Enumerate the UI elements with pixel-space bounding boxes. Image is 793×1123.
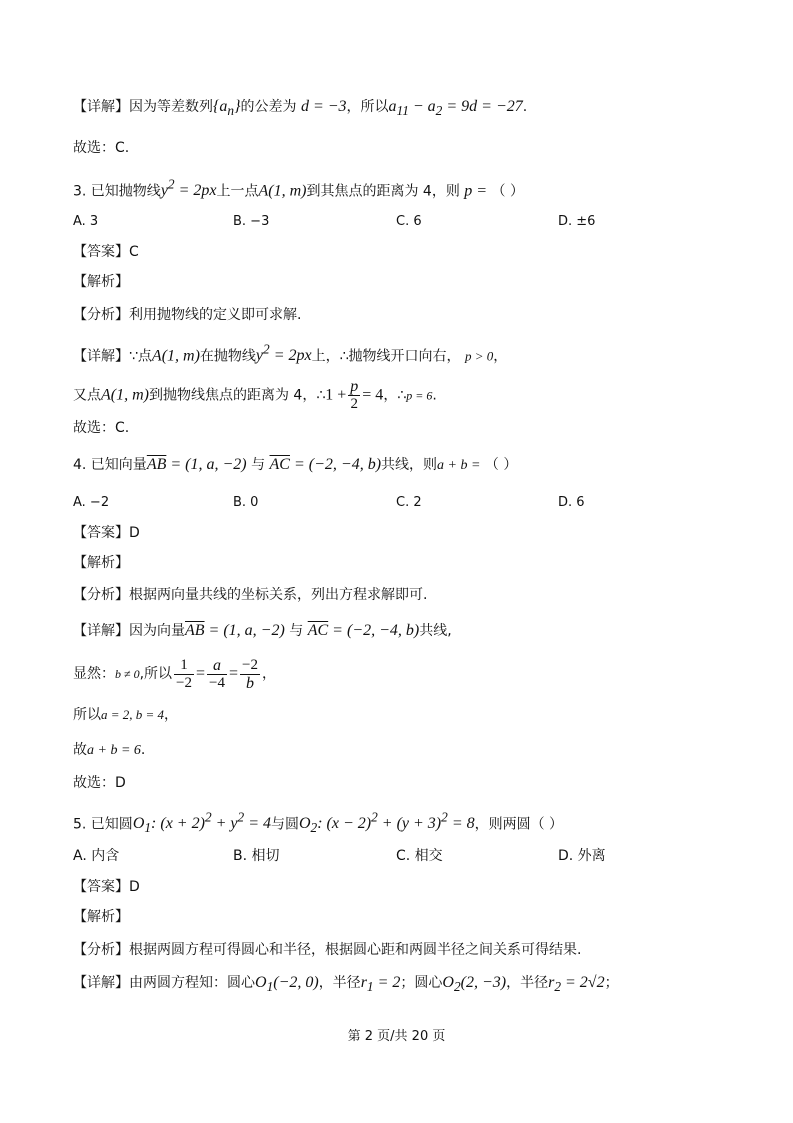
math: } bbox=[234, 98, 241, 115]
text: . bbox=[522, 99, 528, 115]
text: ，所以 bbox=[346, 99, 389, 115]
text: 【详解】由两圆方程知：圆心 bbox=[73, 975, 255, 991]
answer-choice-line: 故选：C. bbox=[73, 140, 130, 156]
numerator: −2 bbox=[242, 656, 259, 673]
math: O bbox=[132, 815, 145, 833]
math-sub: 2 bbox=[554, 979, 561, 995]
math: y bbox=[255, 347, 264, 365]
option-d: D. ±6 bbox=[558, 214, 596, 229]
text: 4. 已知向量 bbox=[73, 457, 147, 473]
math: y bbox=[160, 182, 168, 200]
math: = (1, a, −2) bbox=[204, 622, 285, 639]
text: 显然： bbox=[73, 666, 115, 682]
fraction bbox=[348, 378, 360, 413]
option-b: B. 0 bbox=[233, 495, 259, 510]
question-5 bbox=[73, 808, 563, 839]
math: = 2px bbox=[269, 347, 312, 365]
analysis-label: 【解析】 bbox=[73, 555, 129, 571]
math: + (y + 3) bbox=[377, 815, 442, 833]
math-sub: 2 bbox=[310, 820, 318, 836]
math-sub: 1 bbox=[266, 979, 274, 995]
text: 故 bbox=[73, 742, 87, 758]
text: 共线，则 bbox=[381, 457, 438, 473]
text: 5. 已知圆 bbox=[73, 816, 133, 833]
option-c: C. 相交 bbox=[396, 848, 443, 864]
text: . bbox=[432, 387, 437, 404]
math: O bbox=[442, 974, 454, 991]
math: p > 0 bbox=[464, 348, 494, 364]
math: a + b = bbox=[437, 458, 481, 473]
analysis-text: 【分析】根据两向量共线的坐标关系，列出方程求解即可. bbox=[73, 587, 428, 603]
denominator: 2 bbox=[350, 396, 359, 412]
detail-line bbox=[73, 378, 437, 413]
math: = 4 bbox=[244, 815, 271, 833]
text: ，∴ bbox=[383, 387, 407, 404]
text: ，半径 bbox=[506, 975, 549, 991]
option-c: C. 6 bbox=[396, 214, 422, 229]
text: 的公差为 bbox=[240, 99, 297, 115]
text: ，则两圆（ ） bbox=[474, 816, 564, 833]
math-sup: 2 bbox=[263, 342, 270, 357]
detail-line bbox=[73, 705, 178, 725]
math-sup: 2 bbox=[167, 177, 175, 192]
math: A(1, m) bbox=[101, 386, 149, 404]
math-sub: 2 bbox=[453, 979, 461, 995]
text: ， bbox=[164, 707, 179, 723]
math: = 2√2 bbox=[560, 974, 605, 991]
text: ， bbox=[262, 666, 277, 682]
vector: $\overline{AC}$ bbox=[307, 622, 329, 639]
math: O bbox=[255, 974, 267, 991]
detail-line: 显然：b ≠ 0,所以 $\frac{1}{-2}$ = $\frac{a}{-4}$ = $\frac{-2}{b}$ ， bbox=[73, 656, 277, 692]
math: r bbox=[548, 974, 555, 991]
math: = 2 bbox=[373, 974, 401, 991]
math-sub: 11 bbox=[396, 103, 409, 119]
text: ； bbox=[604, 975, 619, 991]
math: a + b = 6 bbox=[87, 743, 141, 758]
detail-line bbox=[73, 740, 145, 761]
text: 【详解】∵点 bbox=[73, 348, 152, 365]
vector: $\overline{AB}$ bbox=[146, 456, 167, 473]
text: 与 bbox=[251, 457, 266, 473]
detail-line bbox=[73, 340, 507, 366]
math: = 4 bbox=[362, 386, 384, 404]
text: 到抛物线焦点的距离为 4，∴ bbox=[148, 387, 326, 404]
option-b: B. −3 bbox=[233, 214, 270, 229]
option-c: C. 2 bbox=[396, 495, 422, 510]
math-sub: 1 bbox=[366, 979, 374, 995]
answer-choice-line: 故选：D bbox=[73, 775, 126, 791]
math: 1 + bbox=[325, 386, 347, 404]
math: a = 2, b = 4 bbox=[101, 707, 165, 722]
math: r bbox=[360, 974, 367, 991]
text: 又点 bbox=[73, 387, 101, 404]
text: ， bbox=[493, 348, 508, 365]
math: a bbox=[388, 98, 397, 115]
analysis-text: 【分析】根据两圆方程可得圆心和半径，根据圆心距和两圆半径之间关系可得结果. bbox=[73, 942, 582, 958]
math: (−2, 0) bbox=[273, 974, 319, 991]
math: A(1, m) bbox=[258, 182, 307, 200]
text: 【详解】因为等差数列 bbox=[73, 99, 213, 115]
option-b: B. 相切 bbox=[233, 848, 280, 864]
math: d = −3 bbox=[300, 98, 347, 115]
answer-label: 【答案】C bbox=[73, 244, 139, 260]
detail-line bbox=[73, 973, 619, 997]
option-a: A. 内含 bbox=[73, 848, 120, 864]
text: （ ） bbox=[484, 457, 518, 473]
text: 【详解】因为向量 bbox=[73, 623, 185, 639]
math-sub: 2 bbox=[435, 103, 443, 119]
math: b ≠ 0 bbox=[115, 667, 140, 681]
denominator: −4 bbox=[209, 674, 226, 691]
text: 与 bbox=[289, 623, 304, 639]
fraction bbox=[240, 657, 260, 692]
text: ,所以 bbox=[139, 666, 173, 682]
fraction bbox=[207, 657, 227, 692]
analysis-label: 【解析】 bbox=[73, 274, 129, 290]
fraction bbox=[174, 657, 194, 692]
analysis-label: 【解析】 bbox=[73, 909, 129, 925]
text: 共线, bbox=[419, 623, 452, 639]
text: 3. 已知抛物线 bbox=[73, 183, 161, 200]
math: O bbox=[298, 815, 311, 833]
numerator: 1 bbox=[174, 657, 194, 675]
solution-line bbox=[73, 97, 527, 121]
page-footer: 第 2 页/共 20 页 bbox=[347, 1029, 446, 1044]
math: = (−2, −4, b) bbox=[328, 622, 420, 639]
math: : (x + 2) bbox=[151, 815, 205, 833]
answer-label: 【答案】D bbox=[73, 525, 140, 541]
math-sup: 2 bbox=[441, 810, 448, 825]
math-sub: n bbox=[227, 103, 235, 119]
text: （ ） bbox=[491, 183, 524, 200]
vector: $\overline{AB}$ bbox=[185, 622, 205, 639]
text: 上一点 bbox=[216, 183, 259, 200]
math: p = 6 bbox=[406, 388, 433, 403]
question-3 bbox=[73, 175, 524, 201]
text: 与圆 bbox=[270, 816, 299, 833]
math: (2, −3) bbox=[460, 974, 507, 991]
math-sup: 2 bbox=[237, 810, 245, 825]
numerator: a bbox=[207, 657, 227, 675]
option-a: A. 3 bbox=[73, 214, 99, 229]
option-a: A. −2 bbox=[73, 495, 110, 510]
math-sup: 2 bbox=[204, 810, 212, 825]
math: {a bbox=[213, 98, 228, 115]
denominator: b bbox=[246, 674, 255, 692]
option-d: D. 外离 bbox=[558, 848, 606, 864]
math: p = bbox=[464, 182, 488, 200]
text: . bbox=[140, 742, 146, 758]
text: 所以 bbox=[73, 707, 101, 723]
math: = (1, a, −2) bbox=[166, 456, 247, 473]
detail-line bbox=[73, 621, 452, 641]
math: − a bbox=[408, 98, 436, 115]
math: = (−2, −4, b) bbox=[289, 456, 382, 473]
math-sub: 1 bbox=[144, 820, 152, 836]
math-sup: 2 bbox=[371, 810, 378, 825]
vector: $\overline{AC}$ bbox=[269, 456, 290, 473]
answer-label: 【答案】D bbox=[73, 879, 140, 895]
text: 上，∴抛物线开口向右， bbox=[311, 348, 461, 365]
question-4 bbox=[73, 455, 517, 476]
math: = 9d = −27 bbox=[442, 98, 523, 115]
text: 在抛物线 bbox=[199, 348, 256, 365]
math: A(1, m) bbox=[151, 347, 200, 365]
math: = 2px bbox=[174, 182, 217, 200]
numerator: p bbox=[350, 378, 359, 395]
answer-choice-line: 故选：C. bbox=[73, 420, 130, 436]
math: + y bbox=[211, 815, 238, 833]
analysis-text: 【分析】利用抛物线的定义即可求解. bbox=[73, 307, 302, 323]
math: = 8 bbox=[447, 815, 475, 833]
option-d: D. 6 bbox=[558, 495, 585, 510]
text: 到其焦点的距离为 4，则 bbox=[306, 183, 460, 200]
text: ；圆心 bbox=[400, 975, 443, 991]
math: : (x − 2) bbox=[317, 815, 372, 833]
text: ，半径 bbox=[318, 975, 361, 991]
denominator: −2 bbox=[176, 674, 193, 691]
